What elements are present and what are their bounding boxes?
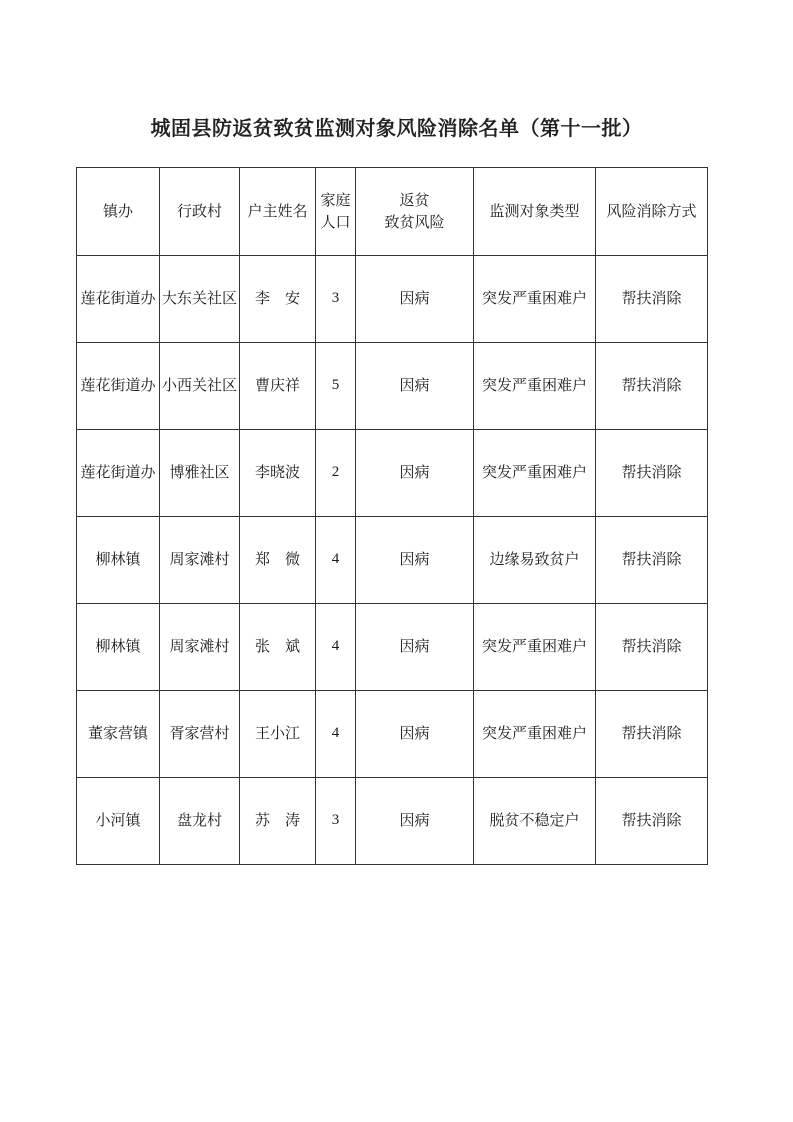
cell-town: 柳林镇 [77,604,160,691]
cell-town: 莲花街道办 [77,256,160,343]
cell-poverty-risk: 因病 [356,430,474,517]
cell-monitoring-type: 突发严重困难户 [474,256,596,343]
cell-family-size: 4 [316,604,356,691]
cell-town: 莲花街道办 [77,430,160,517]
cell-monitoring-type: 突发严重困难户 [474,691,596,778]
cell-poverty-risk: 因病 [356,256,474,343]
header-elimination-method: 风险消除方式 [596,168,708,256]
header-poverty-risk-line2: 致贫风险 [384,212,445,231]
cell-village: 周家滩村 [160,604,240,691]
cell-poverty-risk: 因病 [356,691,474,778]
cell-family-size: 3 [316,256,356,343]
table-row [77,430,708,517]
cell-town: 柳林镇 [77,517,160,604]
header-family-size-line1: 家庭 [320,190,351,209]
cell-elimination-method: 帮扶消除 [596,778,708,865]
table-row [77,604,708,691]
cell-family-size: 4 [316,517,356,604]
header-household-head: 户主姓名 [240,168,316,256]
table-row [77,691,708,778]
header-family-size-line2: 人口 [320,212,351,231]
cell-monitoring-type: 脱贫不稳定户 [474,778,596,865]
cell-poverty-risk: 因病 [356,343,474,430]
cell-town: 莲花街道办 [77,343,160,430]
header-family-size [316,168,356,256]
cell-elimination-method: 帮扶消除 [596,343,708,430]
cell-monitoring-type: 突发严重困难户 [474,343,596,430]
cell-monitoring-type: 边缘易致贫户 [474,517,596,604]
cell-family-size: 3 [316,778,356,865]
cell-village: 博雅社区 [160,430,240,517]
cell-family-size: 4 [316,691,356,778]
cell-village: 胥家营村 [160,691,240,778]
cell-household-head: 曹庆祥 [240,343,316,430]
cell-poverty-risk: 因病 [356,517,474,604]
cell-poverty-risk: 因病 [356,604,474,691]
cell-elimination-method: 帮扶消除 [596,691,708,778]
table-row [77,256,708,343]
cell-household-head: 张 斌 [240,604,316,691]
cell-monitoring-type: 突发严重困难户 [474,604,596,691]
cell-town: 小河镇 [77,778,160,865]
cell-monitoring-type: 突发严重困难户 [474,430,596,517]
cell-household-head: 李晓波 [240,430,316,517]
cell-household-head: 苏 涛 [240,778,316,865]
cell-village: 大东关社区 [160,256,240,343]
header-poverty-risk-line1: 返贫 [399,190,430,209]
table-header-row [77,168,708,256]
risk-elimination-table [76,167,708,865]
cell-household-head: 李 安 [240,256,316,343]
cell-elimination-method: 帮扶消除 [596,604,708,691]
cell-village: 周家滩村 [160,517,240,604]
cell-elimination-method: 帮扶消除 [596,256,708,343]
table-row [77,517,708,604]
cell-family-size: 2 [316,430,356,517]
cell-village: 盘龙村 [160,778,240,865]
document-title: 城固县防返贫致贫监测对象风险消除名单（第十一批） [150,116,643,140]
header-poverty-risk [356,168,474,256]
cell-village: 小西关社区 [160,343,240,430]
cell-household-head: 郑 微 [240,517,316,604]
cell-elimination-method: 帮扶消除 [596,517,708,604]
cell-family-size: 5 [316,343,356,430]
cell-elimination-method: 帮扶消除 [596,430,708,517]
table-row [77,778,708,865]
header-town: 镇办 [77,168,160,256]
header-monitoring-type: 监测对象类型 [474,168,596,256]
header-village: 行政村 [160,168,240,256]
cell-household-head: 王小江 [240,691,316,778]
cell-town: 董家营镇 [77,691,160,778]
cell-poverty-risk: 因病 [356,778,474,865]
table-row [77,343,708,430]
